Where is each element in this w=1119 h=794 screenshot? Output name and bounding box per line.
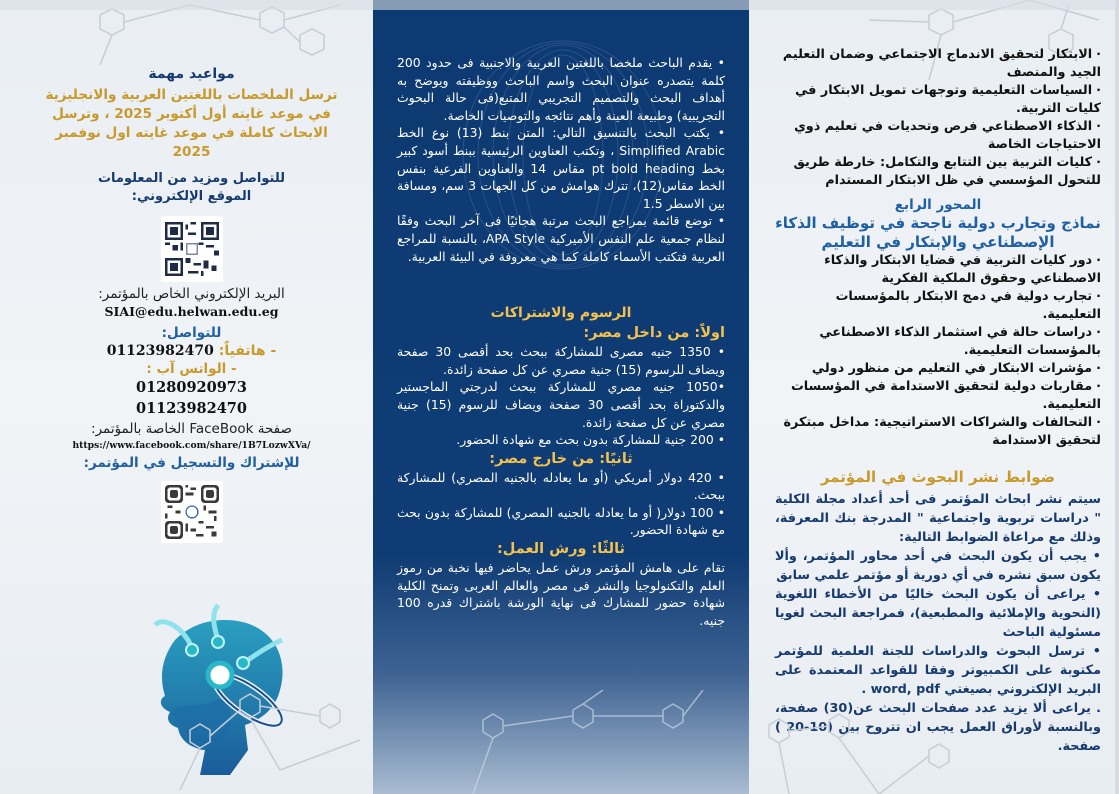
axis4-title: المحور الرابع [894,197,982,213]
guidelines-text [397,54,725,265]
workshops-title: ثالثًا: ورش العمل: [496,541,626,558]
whatsapp-number-2[interactable]: 01123982470 [136,400,247,417]
website-label: الموقع الإلكتروني: [131,189,252,204]
inside-egypt-title: اولاً: من داخل مصر: [583,325,725,342]
important-dates-text: ترسل الملخصات باللغتين العربية والانجليزية في موعد غايته أول أكتوبر 2025 ، وترسل الابحاث كاملة في موعد غايته اول نوفمبر 2025 [45,87,338,160]
list-item: ·الذكاء الاصطناعي فرص وتحديات في تعليم ذوي الاحتياجات الخاصة [794,119,1101,152]
outside-egypt-title: ثانيًا: من خارج مصر: [489,450,633,467]
axis4-bullet-list [775,252,1101,450]
phone-label: - هاتفياً: [218,343,277,359]
publication-intro: سيتم نشر ابحاث المؤتمر فى أحد أعداد مجلة الكلية " دراسات تربوية واجتماعية " المدرجة بنك المعرفة، وذلك مع مراعاة الضوابط التالية: [775,492,1101,545]
left-panel [749,0,1119,794]
guideline-item: • يقدم الباحث ملخصا باللغتين العربية والاجنبية فى حدود 200 كلمة يتصدره عنوان البحث واسم الباحث ووظيفته ويوضح به أهداف البحث والتصميم التجريبي المتبع(فى حالة البحوث التجريبية) وطبيعة العينة وأهم نتائجه والتوصيات الخاصة. [397,55,725,123]
guideline-item: • يكتب البحث بالتنسيق التالي: المتن بنط (13) نوع الخط Simplified Arabic ، وتكتب العناوين الرئيسية ببنط أسود كبير بخط pt bold heading مقاس 14 والعناوين الفرعية بنفس الخط مقاس(12)، تترك هوامش من كل الجهات 3 سم، ومسافة بين الاسطر 1.5 [397,125,725,211]
molecule-decoration [40,0,360,75]
list-item: ·السياسات التعليمية وتوجهات تمويل الابتكار في كليات التربية. [795,83,1101,116]
list-item: • يراعى أن يكون البحث خاليًا من الأخطاء اللغوية (النحوية والإملائية والمطبعية)، فمراجعة البحث لغويا مسئولية الباحث [775,587,1101,640]
facebook-label: صفحة FaceBook الخاصة بالمؤتمر: [91,421,292,437]
email-label: البريد الإلكتروني الخاص بالمؤتمر: [98,286,285,302]
list-item: • ترسل البحوث والدراسات للجنة العلمية للمؤتمر مكتوبة على الكمبيوتر وفقا للقواعد المعتمدة على البريد الإلكتروني بصيغتي word, pdf . [775,644,1101,697]
register-label: للإشتراك والتسجيل في المؤتمر: [83,455,300,471]
axis3-bullet-list [775,46,1101,190]
inside-egypt-fees [397,343,725,449]
axis4-subtitle: نماذج وتجارب دولية ناجحة في توظيف الذكاء الإصطناعي والإبتكار في التعليم [775,214,1101,251]
phone-row [40,343,343,359]
molecule-decoration [413,690,713,794]
fee-item: • 420 دولار أمريكي (أو ما يعادله بالجنيه المصري) للمشاركة ببحث. [397,469,725,503]
fee-item: • 100 دولار( أو ما يعادله بالجنيه المصري) للمشاركة بدون بحث مع شهادة الحضور. [397,504,726,538]
right-panel [0,0,373,794]
whatsapp-number-1[interactable]: 01280920973 [136,379,247,396]
list-item: ·تجارب دولية في دمج الابتكار بالمؤسسات التعليمية. [835,289,1101,322]
fees-heading: الرسوم والاشتراكات [490,305,632,322]
middle-panel [373,0,749,794]
outside-egypt-fees [397,469,725,539]
list-item: ·الابتكار لتحقيق الاندماج الاجتماعي وضمان التعليم الجيد والمنصف [782,47,1101,80]
contact-label: للتواصل: [161,325,222,341]
conference-email-link[interactable]: SIAI@edu.helwan.edu.eg [104,304,279,319]
guideline-item: • توضع قائمة بمراجع البحث مرتبة هجائيًا فى آخر البحث وفقًا لنظام جمعية علم النفس الأميركية APA Style، بالنسبة للمراجع العربية فتكتب الأسماء كاملة كما هي معروفة في البيئة العربية. [397,213,725,264]
contact-title: للتواصل ومزيد من المعلومات [97,171,286,186]
phone-number[interactable]: 01123982470 [106,343,214,359]
list-item: • يجب أن يكون البحث في أحد محاور المؤتمر، وألا يكون سبق نشره في أي دورية أو مؤتمر علمي سابق [775,549,1101,583]
whatsapp-label: - الواتس آب : [146,361,237,377]
list-item: ·كليات التربية بين التتابع والتكامل: خارطة طريق للتحول المؤسسي في ظل الابتكار المستدام [793,155,1101,188]
list-item: ·مؤشرات الابتكار في التعليم من منظور دولي [811,361,1101,376]
workshops-text: تقام على هامش المؤتمر ورش عمل يحاضر فيها نخبة من رموز العلم والتكنولوجيا والنشر فى مصر والعالم العربى وتمنح الكلية شهادة حضور للمشارك فى نهاية الورشة باشتراك قدره 100 جنيه. [397,560,725,628]
facebook-url-link[interactable]: https://www.facebook.com/share/1B7LozwXVa/ [72,440,311,451]
publication-rules-list [775,547,1101,756]
list-item: ·دور كليات التربية في قضايا الابتكار والذكاء الاصطناعي وحقوق الملكية الفكرية [824,253,1101,286]
list-item: ·مقاربات دولية لتحقيق الاستدامة في المؤسسات التعليمية. [790,379,1101,412]
fee-item: • 200 جنية للمشاركة بدون بحث مع شهادة الحضور. [456,432,725,448]
ai-head-illustration [130,600,290,780]
important-dates-title: مواعيد مهمة [148,66,235,82]
list-item: . يراعى ألا يزيد عدد صفحات البحث عن(30) صفحة، وبالنسبة لأوراق العمل يجب ان تتروح بين (10-20 ) صفحة. [775,701,1101,754]
website-qr-code-icon[interactable] [161,216,223,282]
list-item: ·التحالفات والشراكات الاستراتيجية: مداخل مبتكرة لتحقيق الاستدامة [783,415,1101,448]
fee-item: •1050 جنيه مصري للمشاركة ببحث لدرجتي الماجستير والدكتوراة بحد أقصى 30 صفحة ويضاف للرسوم (15) جنية مصري عن كل صفحة زائدة. [397,379,725,430]
fee-item: • 1350 جنيه مصرى للمشاركة ببحث بحد أقصى 30 صفحة ويضاف للرسوم (15) جنية مصري عن كل صفحة زائدة. [397,344,726,377]
top-border [0,0,1119,10]
right-border [1115,0,1119,794]
list-item: ·دراسات حالة في استثمار الذكاء الاصطناعي بالمؤسسات التعليمية. [819,325,1101,358]
publication-rules-heading: ضوابط نشر البحوث في المؤتمر [820,468,1056,486]
register-qr-code-icon[interactable] [161,481,223,543]
